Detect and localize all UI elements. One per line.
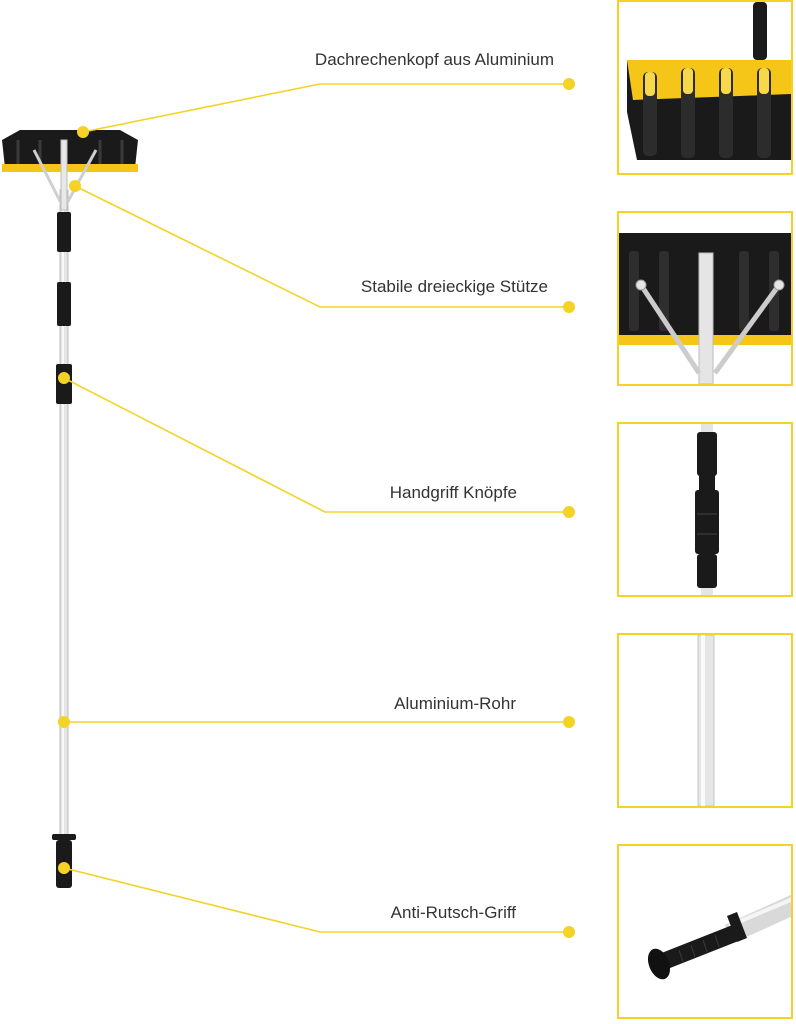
feature-label-anti-slip-grip: Anti-Rutsch-Griff xyxy=(390,903,516,922)
detail-panel-triangle-support xyxy=(617,211,793,386)
callout-dot-3-end xyxy=(563,506,575,518)
detail-panel-anti-slip-grip xyxy=(617,844,793,1019)
detail-panel-rake-head xyxy=(617,0,793,175)
callout-dot-4-end xyxy=(563,716,575,728)
callout-dot-2-start xyxy=(69,180,81,192)
callout-dot-3-start xyxy=(58,372,70,384)
feature-label-aluminium-tube: Aluminium-Rohr xyxy=(394,694,516,713)
callout-dot-5-start xyxy=(58,862,70,874)
callout-dot-1-start xyxy=(77,126,89,138)
feature-label-handle-buttons: Handgriff Knöpfe xyxy=(389,483,517,502)
detail-panel-aluminium-tube xyxy=(617,633,793,808)
callout-dot-2-end xyxy=(563,301,575,313)
callout-line-1 xyxy=(83,84,569,132)
detail-panel-handle-buttons xyxy=(617,422,793,597)
feature-label-rake-head: Dachrechenkopf aus Aluminium xyxy=(314,50,554,69)
callout-dot-4-start xyxy=(58,716,70,728)
callout-dot-1-end xyxy=(563,78,575,90)
callout-dot-5-end xyxy=(563,926,575,938)
feature-label-triangle-support: Stabile dreieckige Stütze xyxy=(360,277,548,296)
